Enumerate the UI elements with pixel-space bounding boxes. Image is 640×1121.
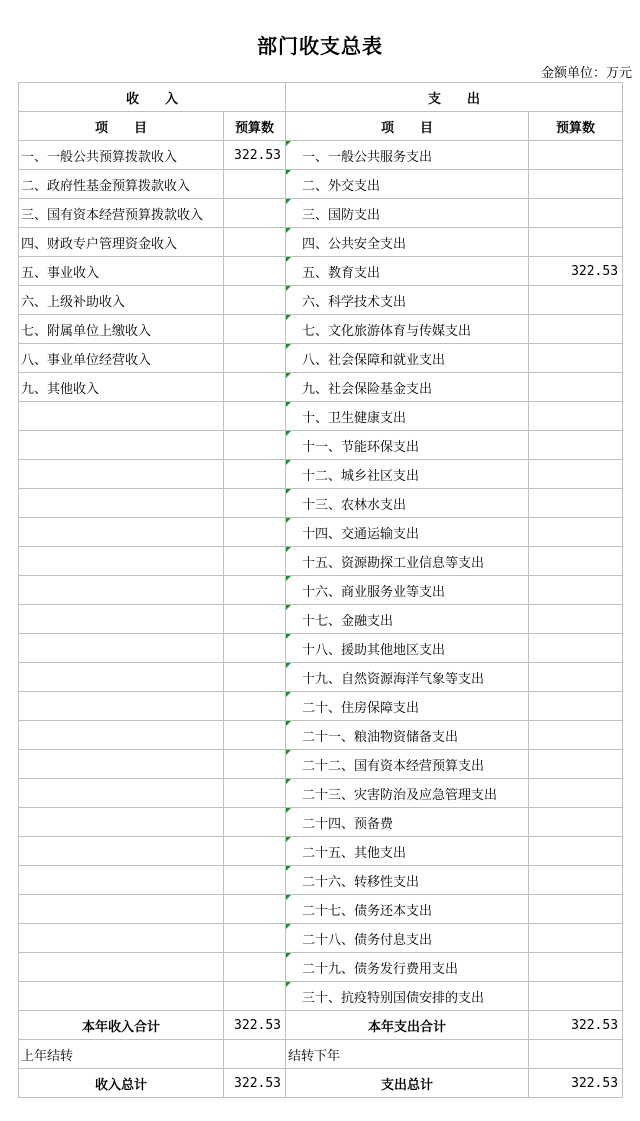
income-value [224,460,286,489]
income-item [19,431,224,460]
income-value [224,692,286,721]
income-value [224,170,286,199]
expense-item [286,170,529,199]
income-value [224,315,286,344]
income-item [19,460,224,489]
cell-marker-icon [286,489,291,494]
income-grand-total-label: 收入总计 [19,1069,224,1098]
income-item [19,518,224,547]
last-year-carryover-value [224,1040,286,1069]
expense-item [286,315,529,344]
expense-value [529,692,623,721]
income-value [224,489,286,518]
income-value [224,750,286,779]
income-item [19,576,224,605]
income-value [224,605,286,634]
income-item-text: 四、财政专户管理资金收入 [21,236,178,252]
cell-marker-icon [286,866,291,871]
income-item [19,808,224,837]
expense-value [529,547,623,576]
cell-marker-icon [286,663,291,668]
expense-value [529,837,623,866]
income-item-text: 一、一般公共预算拨款收入 [21,149,178,165]
income-item [19,895,224,924]
cell-marker-icon [286,750,291,755]
expense-item-text: 二十二、国有资本经营预算支出 [302,758,485,774]
last-year-carryover-label: 上年结转 [19,1040,224,1069]
cell-marker-icon [286,605,291,610]
expense-value [529,373,623,402]
income-item [19,489,224,518]
expense-item [286,547,529,576]
expense-value [529,344,623,373]
table-row [19,953,623,982]
table-row [19,982,623,1011]
table-row [19,460,623,489]
expense-item-text: 二十八、债务付息支出 [302,932,433,948]
expense-item [286,808,529,837]
income-item [19,663,224,692]
table-row [19,779,623,808]
expense-item [286,634,529,663]
expense-value [529,634,623,663]
expense-item-text: 四、公共安全支出 [302,236,407,252]
table-row [19,344,623,373]
expense-value [529,779,623,808]
table-row [19,895,623,924]
expense-item [286,373,529,402]
expense-item-text: 九、社会保险基金支出 [302,381,433,397]
expense-item-text: 十三、农林水支出 [302,497,407,513]
income-value [224,199,286,228]
expense-item [286,141,529,170]
table-row [19,692,623,721]
income-item [19,605,224,634]
carry-forward-label: 结转下年 [286,1040,529,1069]
income-section-header: 收 入 [19,83,286,112]
year-total-row [19,1011,623,1040]
expense-item-text: 二十三、灾害防治及应急管理支出 [302,787,498,803]
income-item-text: 五、事业收入 [21,265,100,281]
expense-item [286,489,529,518]
expense-item-text: 二十六、转移性支出 [302,874,420,890]
column-header-row [19,112,623,141]
income-value [224,866,286,895]
table-row [19,866,623,895]
expense-value [529,953,623,982]
income-value [224,344,286,373]
cell-marker-icon [286,982,291,987]
income-item-text: 七、附属单位上缴收入 [21,323,152,339]
expense-item-text: 三、国防支出 [302,207,381,223]
expense-value [529,489,623,518]
expense-item-text: 八、社会保障和就业支出 [302,352,446,368]
cell-marker-icon [286,344,291,349]
income-value [224,663,286,692]
income-value [224,257,286,286]
income-value [224,576,286,605]
expense-item-text: 七、文化旅游体育与传媒支出 [302,323,472,339]
year-income-total-label: 本年收入合计 [19,1011,224,1040]
table-row [19,837,623,866]
table-row [19,489,623,518]
income-value [224,431,286,460]
income-value [224,518,286,547]
income-item [19,170,224,199]
income-value [224,721,286,750]
cell-marker-icon [286,431,291,436]
expense-value [529,199,623,228]
cell-marker-icon [286,228,291,233]
income-grand-total-value: 322.53 [224,1069,286,1098]
expense-item-text: 一、一般公共服务支出 [302,149,433,165]
table-row [19,721,623,750]
expense-item-text: 十六、商业服务业等支出 [302,584,446,600]
income-budget-header: 预算数 [224,112,286,141]
table-row [19,373,623,402]
income-value [224,286,286,315]
expense-item [286,257,529,286]
expense-item-text: 二、外交支出 [302,178,381,194]
cell-marker-icon [286,257,291,262]
budget-table [18,82,623,1098]
table-row [19,402,623,431]
cell-marker-icon [286,895,291,900]
expense-item-text: 二十一、粮油物资储备支出 [302,729,459,745]
table-row [19,228,623,257]
expense-item-header: 项 目 [286,112,529,141]
table-row [19,750,623,779]
expense-item [286,953,529,982]
expense-item-text: 三十、抗疫特别国债安排的支出 [302,990,485,1006]
table-row [19,605,623,634]
table-row [19,547,623,576]
cell-marker-icon [286,953,291,958]
table-row [19,170,623,199]
income-item [19,228,224,257]
expense-item [286,344,529,373]
expense-value [529,866,623,895]
income-item [19,634,224,663]
expense-item [286,402,529,431]
table-row [19,431,623,460]
unit-label: 金额单位：万元 [540,66,632,81]
expense-item-text: 二十、住房保障支出 [302,700,420,716]
cell-marker-icon [286,634,291,639]
expense-item [286,866,529,895]
income-item-text: 二、政府性基金预算拨款收入 [21,178,191,194]
expense-budget-header: 预算数 [529,112,623,141]
income-item [19,953,224,982]
expense-value [529,286,623,315]
income-item-text: 六、上级补助收入 [21,294,126,310]
table-row [19,257,623,286]
expense-value [529,576,623,605]
table-row [19,808,623,837]
expense-item [286,199,529,228]
expense-item-text: 十七、金融支出 [302,613,394,629]
table-row [19,199,623,228]
expense-value [529,924,623,953]
expense-item [286,431,529,460]
expense-value [529,141,623,170]
income-item [19,721,224,750]
table-row [19,663,623,692]
expense-item [286,692,529,721]
income-item [19,750,224,779]
cell-marker-icon [286,199,291,204]
cell-marker-icon [286,170,291,175]
income-value [224,982,286,1011]
income-item-text: 三、国有资本经营预算拨款收入 [21,207,204,223]
expense-value [529,402,623,431]
income-value [224,547,286,576]
income-item [19,344,224,373]
expense-item [286,779,529,808]
expense-item-text: 五、教育支出 [302,265,381,281]
year-income-total-value: 322.53 [224,1011,286,1040]
income-value [224,895,286,924]
income-value [224,837,286,866]
cell-marker-icon [286,779,291,784]
expense-item-text: 十一、节能环保支出 [302,439,420,455]
section-header-row [19,83,623,112]
grand-total-row [19,1069,623,1098]
cell-marker-icon [286,692,291,697]
expense-value [529,315,623,344]
expense-value [529,808,623,837]
table-row [19,576,623,605]
cell-marker-icon [286,286,291,291]
expense-section-header: 支 出 [286,83,623,112]
income-item [19,402,224,431]
income-value [224,228,286,257]
cell-marker-icon [286,808,291,813]
income-value [224,953,286,982]
expense-value [529,605,623,634]
expense-item-text: 二十七、债务还本支出 [302,903,433,919]
expense-item [286,605,529,634]
income-value [224,779,286,808]
table-row [19,924,623,953]
income-item [19,547,224,576]
expense-item [286,228,529,257]
table-row [19,634,623,663]
cell-marker-icon [286,547,291,552]
expense-item-text: 十五、资源勘探工业信息等支出 [302,555,485,571]
expense-item [286,837,529,866]
expense-grand-total-label: 支出总计 [286,1069,529,1098]
expense-value [529,895,623,924]
expense-value [529,982,623,1011]
income-item [19,866,224,895]
expense-value-text: 322.53 [571,263,619,279]
income-value [224,808,286,837]
expense-grand-total-value: 322.53 [529,1069,623,1098]
expense-item [286,576,529,605]
expense-item-text: 十、卫生健康支出 [302,410,407,426]
table-row [19,141,623,170]
expense-value [529,663,623,692]
expense-item [286,895,529,924]
cell-marker-icon [286,141,291,146]
expense-item [286,460,529,489]
cell-marker-icon [286,924,291,929]
expense-item-text: 十九、自然资源海洋气象等支出 [302,671,485,687]
expense-value [529,721,623,750]
income-item [19,257,224,286]
carryover-row [19,1040,623,1069]
income-value [224,141,286,170]
cell-marker-icon [286,373,291,378]
expense-item [286,518,529,547]
income-item [19,315,224,344]
expense-value [529,431,623,460]
table-row [19,518,623,547]
income-item-header: 项 目 [19,112,224,141]
expense-value [529,518,623,547]
cell-marker-icon [286,315,291,320]
expense-item-text: 二十四、预备费 [302,816,394,832]
expense-value [529,460,623,489]
income-item [19,837,224,866]
year-expense-total-value: 322.53 [529,1011,623,1040]
cell-marker-icon [286,518,291,523]
cell-marker-icon [286,576,291,581]
expense-value [529,750,623,779]
income-item [19,779,224,808]
cell-marker-icon [286,837,291,842]
expense-item [286,750,529,779]
income-value [224,373,286,402]
expense-value [529,228,623,257]
income-item [19,692,224,721]
carry-forward-value [529,1040,623,1069]
table-row [19,315,623,344]
income-item [19,199,224,228]
table-row [19,286,623,315]
income-value-text: 322.53 [234,147,282,163]
income-item-text: 九、其他收入 [21,381,100,397]
income-item [19,286,224,315]
expense-item-text: 十二、城乡社区支出 [302,468,420,484]
income-item [19,373,224,402]
income-item-text: 八、事业单位经营收入 [21,352,152,368]
expense-item-text: 二十九、债务发行费用支出 [302,961,459,977]
expense-item-text: 十八、援助其他地区支出 [302,642,446,658]
cell-marker-icon [286,460,291,465]
cell-marker-icon [286,721,291,726]
expense-item [286,286,529,315]
year-expense-total-label: 本年支出合计 [286,1011,529,1040]
income-value [224,634,286,663]
income-value [224,402,286,431]
income-item [19,982,224,1011]
expense-value [529,170,623,199]
expense-item-text: 二十五、其他支出 [302,845,407,861]
expense-item [286,982,529,1011]
income-value [224,924,286,953]
income-item [19,924,224,953]
expense-item-text: 六、科学技术支出 [302,294,407,310]
expense-value [529,257,623,286]
expense-item [286,663,529,692]
expense-item [286,721,529,750]
expense-item [286,924,529,953]
income-item [19,141,224,170]
expense-item-text: 十四、交通运输支出 [302,526,420,542]
cell-marker-icon [286,402,291,407]
page-title: 部门收支总表 [257,34,383,58]
